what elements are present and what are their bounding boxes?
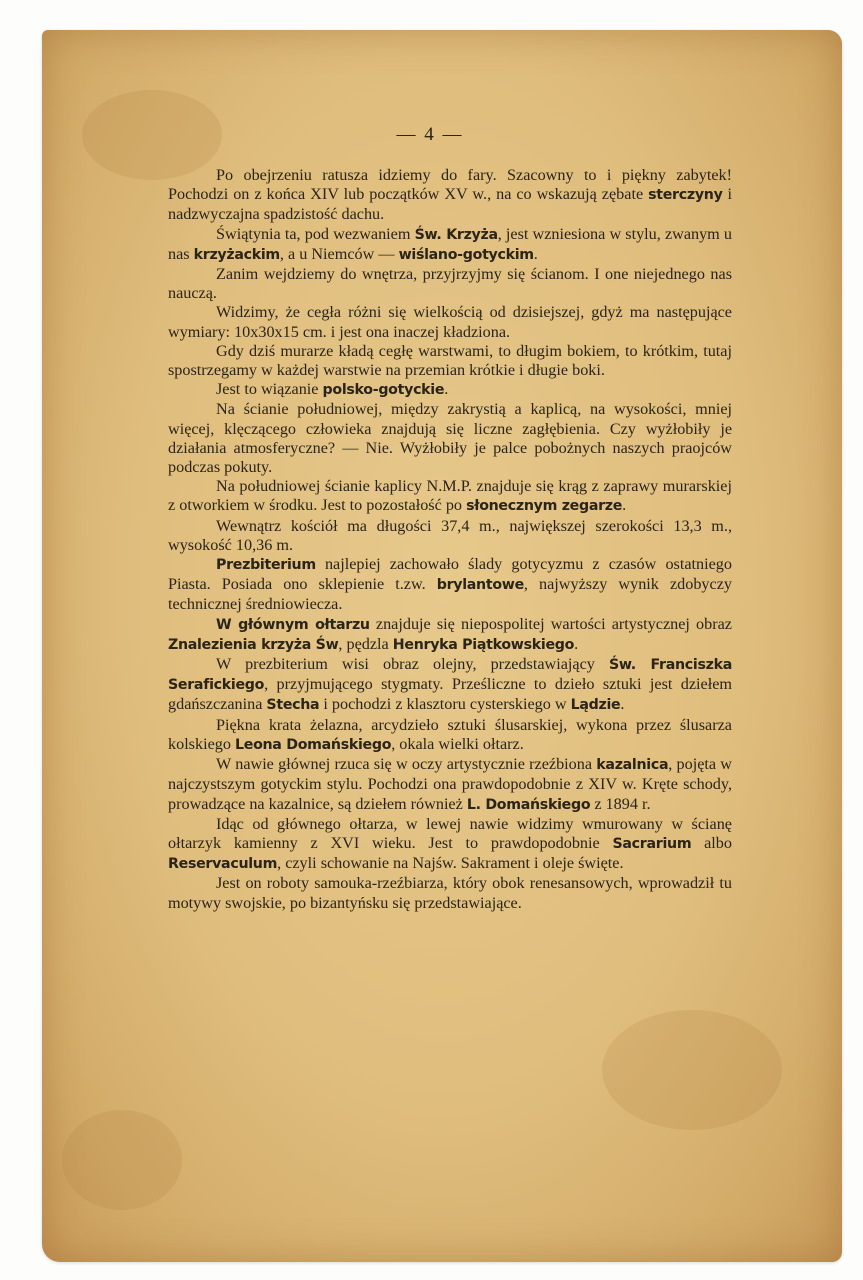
emphasized-term: Sacrarium — [612, 835, 692, 852]
paragraph — [168, 166, 732, 225]
text-run: Piękna krata żelazna, arcydzieło sztuki ślusarskiej, wykona przez ślusarza kolskiego — [168, 715, 732, 753]
paragraph — [168, 400, 732, 477]
text-run: Jest on roboty samouka-rzeźbiarza, który obok renesansowych, wprowadził tu motywy swojskie, po bizantyńsku się przedstawiające. — [168, 874, 732, 912]
paragraph — [168, 380, 732, 400]
paragraph — [168, 874, 732, 912]
text-run: z 1894 r. — [590, 794, 651, 813]
emphasized-term: Św. Krzyża — [414, 226, 498, 243]
text-run: , jest wzniesiona w stylu, zwanym u nas — [168, 224, 732, 263]
text-run: i pochodzi z klasztoru cysterskiego w — [319, 695, 571, 714]
paragraph — [168, 265, 732, 303]
text-run: Po obejrzeniu ratusza idziemy do fary. Szacowny to i piękny zabytek! Pochodzi on z końca XIV lub początków XV w., na co wskazują zębate — [168, 166, 732, 204]
emphasized-term: sterczyny — [648, 187, 723, 204]
text-run: , pojęta w najczystszym gotyckim stylu. Pochodzi ona prawdopodobnie z XIV w. Kręte schody, prowadzące na kazalnice, są dziełem również — [168, 755, 732, 813]
text-run: W nawie głównej rzuca się w oczy artystycznie rzeźbiona — [216, 755, 597, 774]
emphasized-term: Prezbiterium — [216, 557, 316, 574]
emphasized-term: Lądzie — [570, 697, 621, 714]
text-run: Jest to wiązanie — [216, 380, 323, 399]
text-run: Na południowej ścianie kaplicy N.M.P. znajduje się krąg z zaprawy murarskiej z otworkiem w środku. Jest to pozostałość po — [168, 477, 732, 515]
paragraph — [168, 225, 732, 265]
text-run: albo — [691, 833, 732, 852]
text-run: . — [622, 496, 627, 515]
emphasized-term: polsko-gotyckie — [322, 382, 445, 399]
text-run: , czyli schowanie na Najśw. Sakrament i oleje święte. — [277, 854, 624, 873]
text-run: . — [574, 634, 579, 653]
emphasized-term: brylantowe — [436, 577, 524, 594]
text-run: , najwyższy wynik zdobyczy technicznej średniowiecza. — [168, 575, 732, 614]
text-run: W prezbiterium wisi obraz olejny, przedstawiający — [216, 655, 609, 674]
paragraph — [168, 477, 732, 516]
page-number: — 4 — — [396, 124, 464, 145]
paragraph — [168, 615, 732, 655]
paragraph — [168, 342, 732, 380]
paragraph — [168, 655, 732, 716]
text-run: Wewnątrz kościół ma długości 37,4 m., największej szerokości 13,3 m., wysokość 10,36 m. — [168, 516, 732, 554]
text-run: Idąc od głównego ołtarza, w lewej nawie widzimy wmurowany w ścianę ołtarzyk kamienny z XVI wieku. Jest to prawdopodobnie — [168, 814, 732, 852]
text-run: , pędzla — [338, 634, 393, 653]
text-run: . — [444, 380, 449, 399]
emphasized-term: Znalezienia krzyża Św — [168, 636, 339, 653]
paragraph-list — [168, 166, 732, 913]
paragraph — [168, 716, 732, 755]
emphasized-term: słonecznym zegarze — [466, 498, 623, 515]
emphasized-term: kazalnica — [596, 757, 669, 774]
emphasized-term: Reservaculum — [168, 856, 278, 873]
emphasized-term: wiślano-gotyckim — [398, 246, 534, 263]
paper-stain — [602, 1010, 782, 1130]
text-run: najlepiej zachowało ślady gotycyzmu z czasów ostatniego Piasta. Posiada ono sklepienie t.zw. — [168, 555, 732, 594]
paragraph — [168, 755, 732, 815]
text-run: . — [620, 695, 625, 714]
text-run: Gdy dziś murarze kładą cegłę warstwami, to długim bokiem, to krótkim, tutaj spostrzegamy w każdej warstwie na przemian krótkie i długie boki. — [168, 341, 732, 380]
text-run: znajduje się niepospolitej wartości artystycznej obraz — [369, 614, 732, 633]
paragraph — [168, 815, 732, 875]
emphasized-term: krzyżackim — [193, 246, 280, 263]
text-run: , przyjmującego stygmaty. Prześliczne to dzieło sztuki jest dziełem gdańszczanina — [168, 675, 732, 714]
text-run: i nadzwyczajna spadzistość dachu. — [168, 185, 732, 224]
paragraph — [168, 303, 732, 341]
paper-stain — [62, 1110, 182, 1210]
text-run: Na ścianie południowej, między zakrystią a kaplicą, na wysokości, mniej więcej, klęczącego człowieka znajdują się liczne zagłębienia. Czy wyżłobiły je działania atmosferyczne? — Nie. Wyżłobiły je palce pobożnych naszych praojców podczas pokuty. — [168, 400, 732, 477]
emphasized-term: Św. Franciszka Serafickiego — [168, 657, 732, 694]
text-run: , okala wielki ołtarz. — [391, 734, 524, 753]
paragraph — [168, 517, 732, 555]
emphasized-term: Leona Domańskiego — [235, 736, 392, 753]
text-run: Widzimy, że cegła różni się wielkością od dzisiejszej, gdyż ma następujące wymiary: 10x30x15 cm. i jest ona inaczej kładziona. — [168, 303, 732, 341]
paragraph — [168, 555, 732, 615]
page-text-block — [168, 124, 732, 913]
text-run: Świątynia ta, pod wezwaniem — [216, 224, 415, 243]
emphasized-term: Stecha — [266, 697, 320, 714]
emphasized-term: W głównym ołtarzu — [216, 616, 370, 633]
emphasized-term: Henryka Piątkowskiego — [392, 636, 575, 653]
text-run: . — [533, 244, 538, 263]
text-run: , a u Niemców — — [279, 244, 399, 263]
text-run: Zanim wejdziemy do wnętrza, przyjrzyjmy się ścianom. I one niejednego nas nauczą. — [168, 265, 732, 303]
emphasized-term: L. Domańskiego — [466, 796, 591, 813]
